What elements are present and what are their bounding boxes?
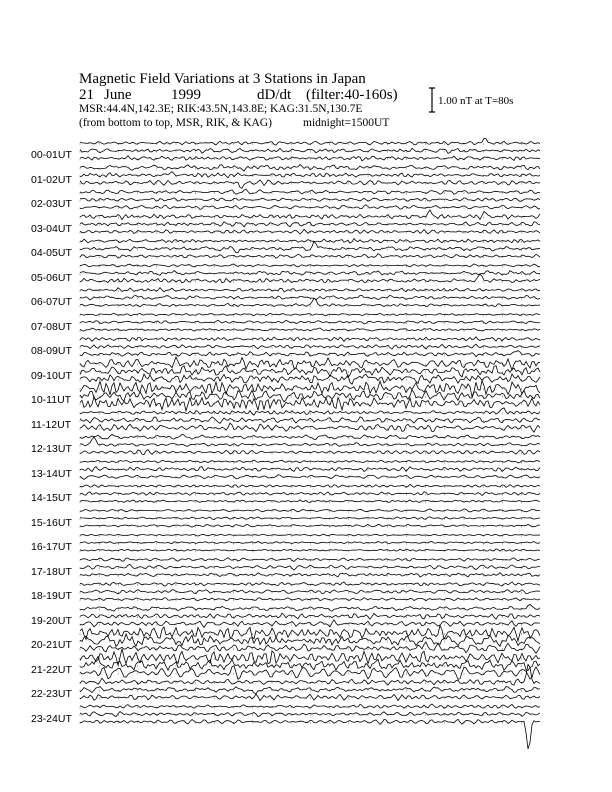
- hour-label: 11-12UT: [31, 418, 72, 431]
- trace-line: [80, 344, 540, 349]
- hour-label: 02-03UT: [31, 198, 72, 210]
- trace-line: [80, 156, 540, 161]
- trace-ticks: [80, 501, 522, 503]
- hour-label: 08-09UT: [31, 345, 72, 357]
- trace-line: [80, 604, 540, 611]
- trace-line: [80, 148, 540, 153]
- trace-line: [80, 313, 540, 316]
- trace-line: [80, 417, 540, 424]
- trace-line: [80, 590, 540, 594]
- trace-line: [80, 634, 540, 646]
- trace-line: [80, 573, 540, 578]
- trace-line: [80, 642, 540, 653]
- trace-line: [80, 374, 540, 384]
- trace-line: [80, 687, 540, 694]
- trace-line: [80, 254, 540, 259]
- trace-line: [80, 222, 540, 227]
- trace-line: [80, 558, 540, 562]
- trace-line: [80, 712, 540, 717]
- hour-label: 12-13UT: [31, 443, 72, 455]
- trace-line: [80, 205, 540, 210]
- trace-line: [80, 524, 540, 527]
- date-year: 1999: [171, 87, 201, 103]
- trace-line: [80, 460, 540, 463]
- trace-line: [80, 239, 540, 244]
- trace-line: [80, 337, 540, 342]
- date-month: June: [104, 87, 132, 103]
- trace-line: [80, 210, 540, 220]
- stations-label: MSR:44.4N,142.3E; RIK:43.5N,143.8E; KAG:31.5N,130.7E: [79, 103, 363, 115]
- order-note: (from bottom to top, MSR, RIK, & KAG): [79, 117, 272, 129]
- hour-label: 09-10UT: [31, 369, 72, 382]
- component-label: dD/dt: [257, 87, 292, 103]
- hour-label: 01-02UT: [31, 173, 72, 186]
- trace-line: [80, 542, 540, 544]
- trace-line: [80, 500, 540, 503]
- trace-line: [80, 320, 540, 324]
- hour-label: 15-16UT: [31, 516, 72, 529]
- hour-label: 20-21UT: [31, 639, 72, 651]
- trace-line: [80, 381, 540, 397]
- trace-line: [80, 165, 540, 172]
- hour-label: 06-07UT: [31, 296, 72, 308]
- hour-label: 21-22UT: [31, 663, 72, 676]
- trace-line: [80, 649, 540, 666]
- hour-label: 19-20UT: [31, 614, 72, 627]
- trace-line: [80, 189, 540, 194]
- hour-label: 17-18UT: [31, 565, 72, 578]
- trace-line: [80, 492, 540, 496]
- trace-line: [80, 357, 540, 370]
- trace-line: [80, 172, 540, 178]
- trace-line: [80, 423, 540, 432]
- trace-line: [80, 180, 540, 188]
- trace-line: [80, 620, 540, 628]
- trace-line: [80, 328, 540, 331]
- trace-line: [80, 264, 540, 267]
- trace-line: [80, 613, 540, 619]
- trace-line: [80, 582, 540, 586]
- hour-label: 03-04UT: [31, 222, 72, 235]
- filter-label: (filter:40-160s): [306, 87, 398, 103]
- trace-line: [80, 704, 540, 708]
- hour-label: 00-01UT: [31, 149, 72, 161]
- hour-label: 05-06UT: [31, 271, 72, 284]
- trace-line: [80, 271, 540, 276]
- trace-line: [80, 288, 540, 292]
- hour-label: 13-14UT: [31, 467, 72, 480]
- hour-label: 16-17UT: [31, 541, 72, 553]
- hour-label: 04-05UT: [31, 247, 72, 259]
- trace-line: [80, 229, 540, 234]
- chart-title: Magnetic Field Variations at 3 Stations in Japan: [79, 71, 366, 87]
- trace-line: [80, 666, 540, 680]
- hour-label: 10-11UT: [31, 394, 72, 406]
- trace-line: [80, 484, 540, 487]
- trace-line: [80, 475, 540, 480]
- date-day: 21: [79, 87, 94, 103]
- trace-line: [80, 549, 540, 552]
- trace-line: [80, 408, 540, 415]
- trace-line: [80, 434, 540, 439]
- trace-line: [80, 598, 540, 601]
- trace-line: [80, 241, 540, 253]
- trace-ticks: [80, 722, 522, 724]
- trace-line: [80, 198, 540, 202]
- trace-line: [80, 564, 540, 570]
- scale-bar-label: 1.00 nT at T=80s: [438, 95, 514, 107]
- hour-label: 23-24UT: [31, 712, 72, 725]
- trace-line: [80, 719, 540, 749]
- trace-line: [80, 351, 540, 357]
- trace-line: [80, 509, 540, 512]
- trace-line: [80, 517, 540, 520]
- trace-line: [80, 450, 540, 455]
- hour-label: 14-15UT: [31, 492, 72, 504]
- hour-label: 22-23UT: [31, 688, 72, 700]
- trace-line: [80, 138, 540, 145]
- trace-line: [80, 298, 540, 307]
- trace-line: [80, 534, 540, 536]
- trace-line: [80, 467, 540, 472]
- trace-line: [80, 295, 540, 300]
- hour-label: 18-19UT: [31, 590, 72, 602]
- midnight-note: midnight=1500UT: [303, 117, 390, 129]
- hour-label: 07-08UT: [31, 320, 72, 333]
- trace-line: [80, 366, 540, 378]
- trace-line: [80, 274, 540, 283]
- scale-bar: [429, 88, 435, 112]
- trace-line: [80, 694, 540, 700]
